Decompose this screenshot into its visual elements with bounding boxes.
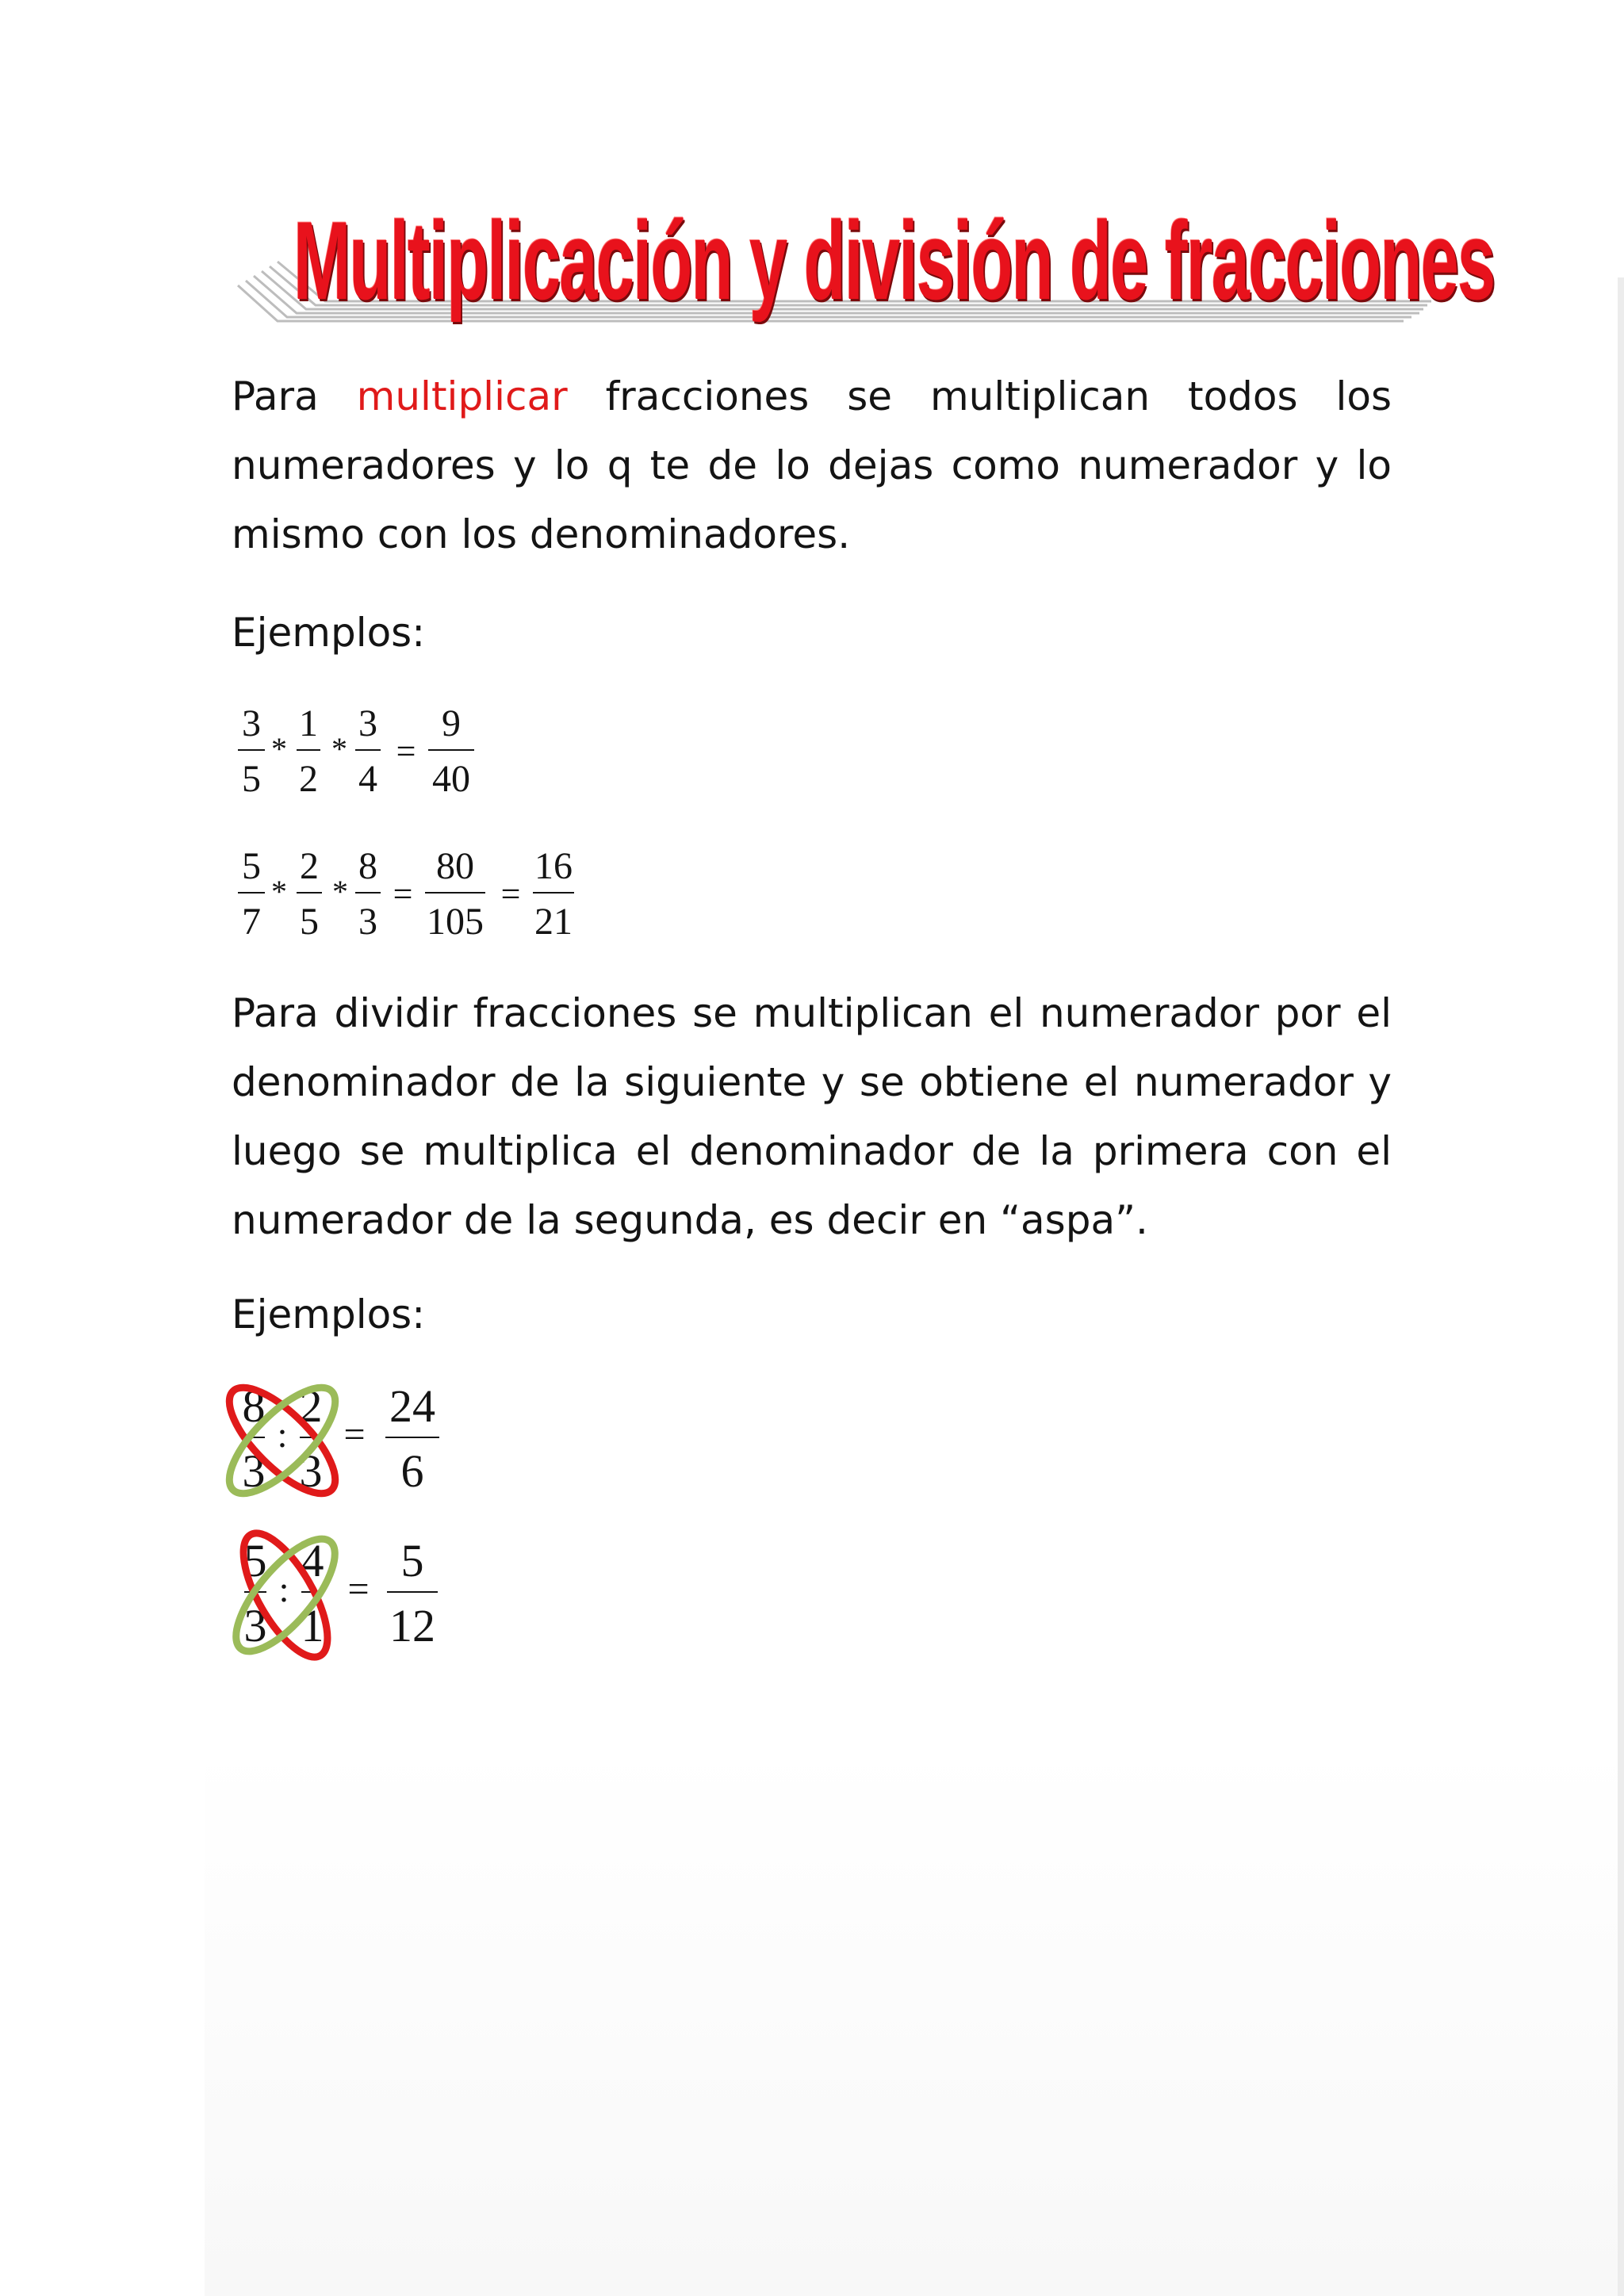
result-denominator: 105 xyxy=(427,901,484,943)
result-denominator: 12 xyxy=(389,1600,435,1651)
intro-text-rest: fracciones se multiplican todos los numeradores y lo q te de lo dejas como numerador y lo mismo con los denominadores. xyxy=(232,373,1392,557)
result-numerator: 5 xyxy=(400,1535,424,1586)
denominator: 3 xyxy=(299,1445,323,1497)
division-example-1 xyxy=(208,1368,462,1510)
numerator: 5 xyxy=(242,845,261,887)
multiplication-examples-label: Ejemplos: xyxy=(232,610,426,656)
equals-sign: = xyxy=(500,874,521,913)
page-title: Multiplicación y división de fracciones xyxy=(293,198,1495,323)
multiplication-intro xyxy=(232,362,1392,569)
result-numerator: 80 xyxy=(436,845,474,887)
division-examples-label: Ejemplos: xyxy=(232,1292,426,1337)
denominator: 7 xyxy=(242,901,261,943)
numerator: 2 xyxy=(299,1380,323,1432)
result-numerator: 24 xyxy=(389,1380,435,1432)
result-numerator: 9 xyxy=(442,702,461,744)
multiply-operator: * xyxy=(332,874,348,909)
denominator: 3 xyxy=(242,1445,266,1497)
numerator: 5 xyxy=(243,1535,267,1586)
denominator: 4 xyxy=(358,758,377,800)
multiplication-example-1 xyxy=(232,690,517,809)
denominator: 5 xyxy=(242,758,261,800)
equals-sign: = xyxy=(343,1414,366,1456)
result-denominator: 40 xyxy=(432,758,470,800)
result-denominator: 6 xyxy=(400,1445,424,1497)
numerator: 1 xyxy=(299,702,318,744)
equals-sign: = xyxy=(393,874,413,913)
division-intro: Para dividir fracciones se multiplican el numerador por el denominador de la siguiente y se obtiene el numerador y luego se multiplica el denominador de la primera con el numerador de la segunda, es decir en “aspa”. xyxy=(232,990,1392,1243)
denominator: 3 xyxy=(243,1600,267,1651)
divide-operator: : xyxy=(278,1569,289,1609)
result-denominator: 21 xyxy=(534,901,573,943)
page-edge xyxy=(1618,277,1624,2296)
denominator: 3 xyxy=(358,901,377,943)
divide-operator: : xyxy=(277,1414,288,1455)
multiply-operator: * xyxy=(331,731,347,767)
page-shading xyxy=(205,1744,1624,2296)
numerator: 4 xyxy=(301,1535,324,1586)
multiply-operator: * xyxy=(271,731,287,767)
multiplication-example-2 xyxy=(232,832,612,951)
numerator: 2 xyxy=(300,845,319,887)
equals-sign: = xyxy=(347,1568,370,1610)
result-numerator: 16 xyxy=(534,845,573,887)
division-example-2 xyxy=(214,1522,468,1665)
numerator: 8 xyxy=(358,845,377,887)
title-banner xyxy=(230,182,1499,341)
denominator: 2 xyxy=(299,758,318,800)
intro-text-start: Para xyxy=(232,373,357,419)
numerator: 3 xyxy=(358,702,377,744)
numerator: 8 xyxy=(242,1380,266,1432)
highlighted-word: multiplicar xyxy=(356,373,568,419)
equals-sign: = xyxy=(396,732,416,771)
multiply-operator: * xyxy=(271,874,287,909)
denominator: 1 xyxy=(301,1600,324,1651)
numerator: 3 xyxy=(242,702,261,744)
denominator: 5 xyxy=(300,901,319,943)
